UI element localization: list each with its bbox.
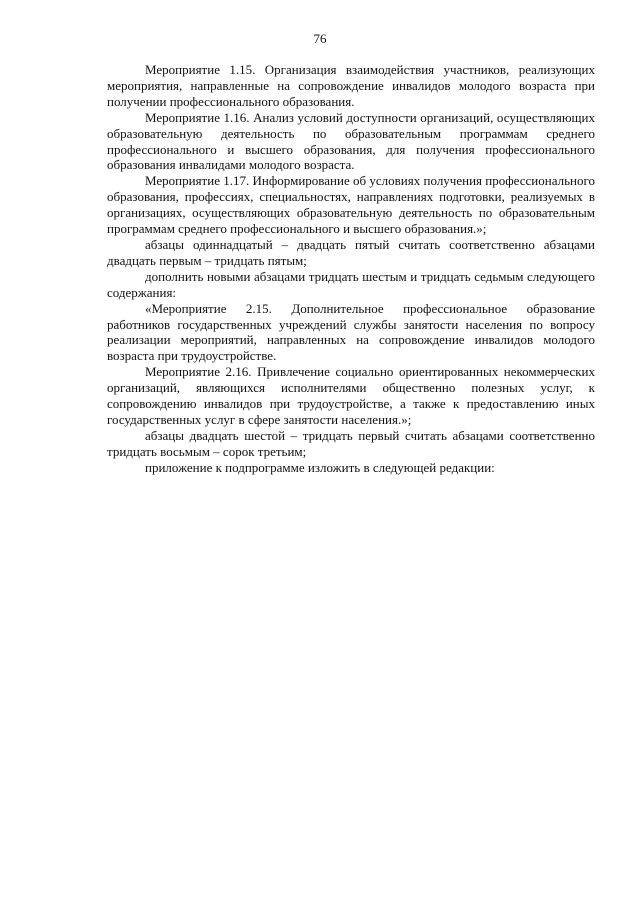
page-number: 76	[313, 31, 327, 46]
paragraph-measure-1-16: Мероприятие 1.16. Анализ условий доступности организаций, осуществляющих образовательную деятельность по образовательным программам среднего профессионального и высшего образования, для получения профессионального образования инвалидами молодого возраста.	[107, 109, 595, 173]
paragraph-renumber-abzacy-26-31: абзацы двадцать шестой – тридцать первый считать абзацами соответственно тридцать восьмым – сорок третьим;	[107, 427, 595, 459]
paragraph-appendix-instruction: приложение к подпрограмме изложить в следующей редакции:	[145, 459, 495, 475]
paragraph-measure-1-17: Мероприятие 1.17. Информирование об условиях получения профессионального образования, профессиях, специальностях, направлениях подготовки, реализуемых в организациях, осуществляющих образовательную деятельность по образовательным программам среднего профессионального и высшего образования.»;	[107, 173, 595, 237]
paragraph-measure-2-15: «Мероприятие 2.15. Дополнительное профессиональное образование работников государственных учреждений службы занятости населения по вопросу реализации мероприятий, направленных на сопровождение инвалидов молодого возраста при трудоустройстве.	[107, 300, 595, 364]
paragraph-measure-2-16: Мероприятие 2.16. Привлечение социально ориентированных некоммерческих организаций, являющихся исполнителями общественно полезных услуг, к сопровождению инвалидов при трудоустройстве, а также к предоставлению иных государственных услуг в сфере занятости населения.»;	[107, 364, 595, 427]
paragraph-measure-1-15: Мероприятие 1.15. Организация взаимодействия участников, реализующих мероприятия, направленные на сопровождение инвалидов молодого возраста при получении профессионального образования.	[107, 62, 595, 109]
paragraph-add-new-abzacy: дополнить новыми абзацами тридцать шестым и тридцать седьмым следующего содержания:	[107, 268, 595, 300]
paragraph-renumber-abzacy-11-25: абзацы одиннадцатый – двадцать пятый считать соответственно абзацами двадцать первым – тридцать пятым;	[107, 236, 595, 268]
document-body	[107, 62, 595, 476]
